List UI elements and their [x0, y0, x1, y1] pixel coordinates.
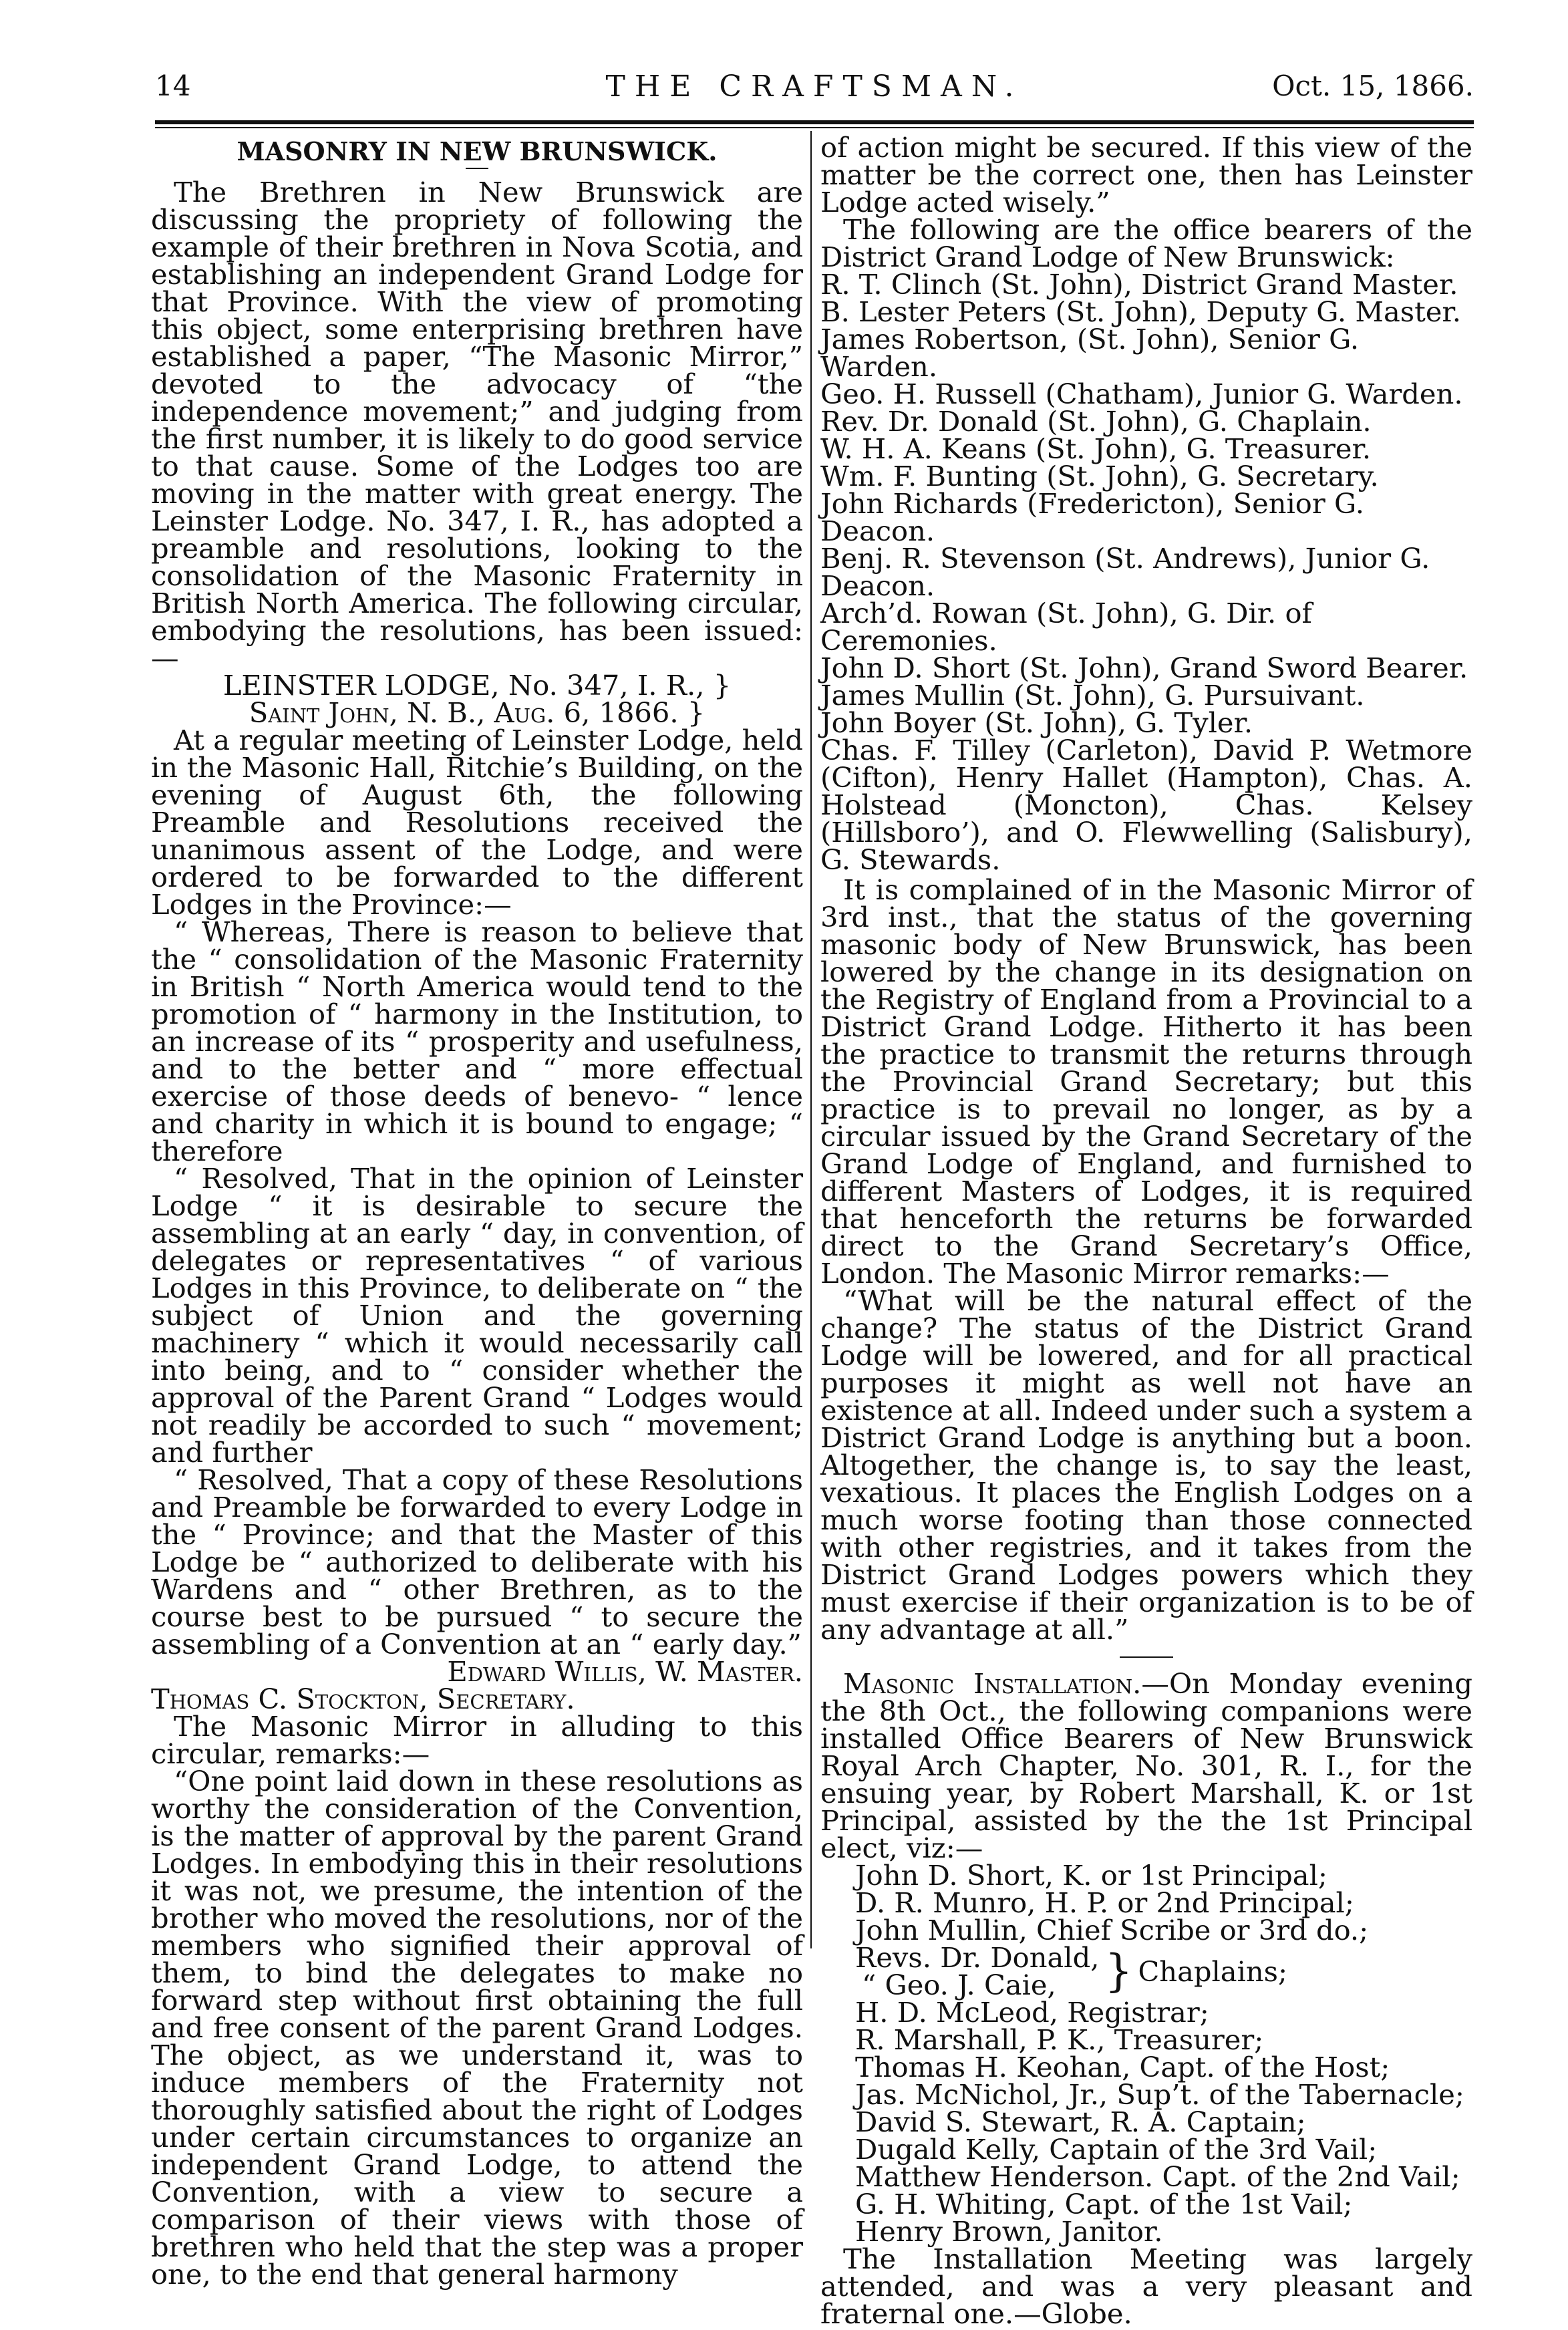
office-bearer-line: Wm. F. Bunting (St. John), G. Secretary. [820, 460, 1379, 492]
circular-dateline-2: Saint John, N. B., Aug. 6, 1866. } [249, 696, 705, 729]
chaplains-group [820, 1941, 1472, 2001]
chaplain-2: “ Geo. J. Caie, [862, 1969, 1056, 2001]
installation-text: —On Monday evening the 8th Oct., the following companions were installed Office Bearers of New Brunswick Royal Arch Chapter, No. 301, R. I., for the ensuing year, by Robert Marshall, K. or 1st Principal, assisted by the the 1st Principal elect, viz:— [820, 1667, 1472, 1864]
office-bearer-line: James Mullin (St. John), G. Pursuivant. [820, 679, 1365, 712]
stewards-paragraph: Chas. F. Tilley (Carleton), David P. Wetmore (Cifton), Henry Hallet (Hampton), Chas. A. Holstead (Moncton), Chas. Kelsey (Hillsboro’), and O. Flewwelling (Salisbury), G. Stewards. [820, 734, 1472, 876]
installed-officer-line: Matthew Henderson. Capt. of the 2nd Vail; [855, 2160, 1460, 2193]
office-bearer-line: John D. Short (St. John), Grand Sword Bearer. [820, 651, 1468, 684]
office-bearers-intro: The following are the office bearers of the District Grand Lodge of New Brunswick: [820, 213, 1472, 273]
resolved-paragraph-1: “ Resolved, That in the opinion of Leinster Lodge “ it is desirable to secure the assembling at an early “ day, in convention, of delegates or representatives “ of various Lodges in this Province, to deliberate on “ the subject of Union and the governing machinery “ which it would necessarily call into being, and to “ consider whether the approval of the Parent Grand “ Lodges would not readily be accorded to such “ movement; and further [151, 1162, 803, 1469]
installation-paragraph [820, 1667, 1472, 1864]
publication-title: THE CRAFTSMAN. [605, 69, 1024, 104]
heading-rule [466, 168, 488, 169]
header-rule-thick [155, 120, 1474, 124]
installed-officer-line: Thomas H. Keohan, Capt. of the Host; [855, 2051, 1390, 2083]
continuation-paragraph: of action might be secured. If this view of the matter be the correct one, then has Leinster Lodge acted wisely.” [820, 131, 1472, 219]
article-heading: MASONRY IN NEW BRUNSWICK. [237, 136, 718, 166]
closing-paragraph: The Installation Meeting was largely attended, and was a very pleasant and fraternal one.—Globe. [820, 2242, 1472, 2330]
installed-officer-line: D. R. Munro, H. P. or 2nd Principal; [855, 1886, 1354, 1919]
office-bearer-line: Geo. H. Russell (Chatham), Junior G. Warden. [820, 378, 1463, 410]
office-bearer-line: John Richards (Fredericton), Senior G. Deacon. [820, 487, 1364, 547]
installed-officer-line: John Mullin, Chief Scribe or 3rd do.; [855, 1914, 1369, 1946]
office-bearer-line: Arch’d. Rowan (St. John), G. Dir. of Ceremonies. [820, 597, 1312, 657]
page-number: 14 [155, 69, 191, 102]
whereas-paragraph: “ Whereas, There is reason to believe that the “ consolidation of the Masonic Fraternity in British “ North America would tend to the promotion of “ harmony in the Institution, to an increase of its “ prosperity and usefulness, and to the better and “ more effectual exercise of those deeds of benevo- “ lence and charity in which it is bound to engage; “ therefore [151, 915, 803, 1167]
section-rule [1120, 1656, 1173, 1658]
resolved-paragraph-2: “ Resolved, That a copy of these Resolutions and Preamble be forwarded to every Lodge in the “ Province; and that the Master of this Lodge be “ authorized to deliberate with his Wardens and “ other Brethren, as to the course best to be pursued “ to secure the assembling of a Convention at an “ early day.” [151, 1463, 803, 1660]
office-bearer-line: John Boyer (St. John), G. Tyler. [820, 706, 1253, 739]
signature-secretary: Thomas C. Stockton, Secretary. [151, 1683, 575, 1715]
installed-officer-line: Jas. McNichol, Jr., Sup’t. of the Tabernacle; [855, 2078, 1464, 2111]
meeting-paragraph: At a regular meeting of Leinster Lodge, held in the Masonic Hall, Ritchie’s Building, on the evening of August 6th, the following Preamble and Resolutions received the unanimous assent of the Lodge, and were ordered to be forwarded to the different Lodges in the Province:— [151, 724, 803, 921]
column-divider [810, 131, 812, 1948]
chaplain-1: Revs. Dr. Donald, [855, 1941, 1100, 1974]
right-column [820, 131, 1472, 2330]
mirror-quote: “One point laid down in these resolutions as worthy the consideration of the Convention, is the matter of approval by the parent Grand Lodges. In embodying this in their resolutions it was not, we presume, the intention of the brother who moved the resolutions, nor of the members who signified their approval of them, to bind the delegates to make no forward step without first obtaining the full and free consent of the parent Grand Lodges. The object, as we understand it, was to induce members of the Fraternity not thoroughly satisfied about the right of Lodges under certain circumstances to organize an independent Grand Lodge, to attend the Convention, with a view to secure a comparison of their views with those of brethren who held that the step was a proper one, to the end that general harmony [151, 1765, 803, 2291]
office-bearers-list [820, 268, 1472, 739]
intro-paragraph: The Brethren in New Brunswick are discussing the propriety of following the example of their brethren in Nova Scotia, and establishing an independent Grand Lodge for that Province. With the view of promoting this object, some enterprising brethren have established a paper, “The Masonic Mirror,” devoted to the advocacy of “the independence movement;” and judging from the first number, it is likely to do good service to that cause. Some of the Lodges too are moving in the matter with great energy. The Leinster Lodge. No. 347, I. R., has adopted a preamble and resolutions, looking to the consolidation of the Masonic Fraternity in British North America. The following circular, embodying the resolutions, has been issued:— [151, 176, 803, 674]
issue-date: Oct. 15, 1866. [1272, 69, 1474, 102]
installed-officer-line: G. H. Whiting, Capt. of the 1st Vail; [855, 2188, 1353, 2220]
installed-officer-line: David S. Stewart, R. A. Captain; [855, 2105, 1306, 2138]
office-bearer-line: B. Lester Peters (St. John), Deputy G. Master. [820, 295, 1461, 328]
circular-dateline-1: LEINSTER LODGE, No. 347, I. R., } [222, 669, 732, 702]
header-rule-thin [155, 127, 1474, 128]
change-quote: “What will be the natural effect of the change? The status of the District Grand Lodge will be lowered, and for all practical purposes it might as well not have an existence at all. Indeed under such a system a District Grand Lodge is anything but a boon. Altogether, the change is, to say the least, vexatious. It places the English Lodges on a much worse footing than those connected with other registries, and it takes from the District Grand Lodges powers which they must exercise if their organization is to be of any advantage at all.” [820, 1284, 1472, 1646]
installed-list-2 [820, 1996, 1472, 2248]
office-bearer-line: W. H. A. Keans (St. John), G. Treasurer. [820, 432, 1372, 465]
office-bearer-line: James Robertson, (St. John), Senior G. Warden. [820, 323, 1360, 383]
installed-officer-line: Henry Brown, Janitor. [855, 2215, 1163, 2248]
signature-master: Edward Willis, W. Master. [447, 1655, 803, 1688]
complaint-paragraph: It is complained of in the Masonic Mirror of 3rd inst., that the status of the governing masonic body of New Brunswick, has been lowered by the change in its designation on the Registry of England from a Provincial to a District Grand Lodge. Hitherto it has been the practice to transmit the returns through the Provincial Grand Secretary; but this practice is to prevail no longer, as by a circular issued by the Grand Secretary of the Grand Lodge of England, and furnished to different Masters of Lodges, it is required that henceforth the returns be forwarded direct to the Grand Secretary’s Office, London. The Masonic Mirror remarks:— [820, 873, 1472, 1290]
installation-lead: Masonic Installation. [843, 1667, 1142, 1700]
installed-list-1 [820, 1859, 1472, 1946]
left-column [151, 134, 803, 2291]
office-bearer-line: Benj. R. Stevenson (St. Andrews), Junior G. Deacon. [820, 542, 1430, 602]
office-bearer-line: R. T. Clinch (St. John), District Grand Master. [820, 268, 1458, 301]
chaplains-brace: } [1104, 1945, 1133, 1997]
installed-officer-line: John D. Short, K. or 1st Principal; [855, 1859, 1327, 1892]
chaplains-label: Chaplains; [1138, 1954, 1288, 1988]
mirror-intro: The Masonic Mirror in alluding to this circular, remarks:— [151, 1710, 803, 1770]
masthead [155, 69, 1474, 110]
installed-officer-line: Dugald Kelly, Captain of the 3rd Vail; [855, 2133, 1378, 2166]
installed-officer-line: R. Marshall, P. K., Treasurer; [855, 2023, 1264, 2056]
installed-officer-line: H. D. McLeod, Registrar; [855, 1996, 1209, 2029]
office-bearer-line: Rev. Dr. Donald (St. John), G. Chaplain. [820, 405, 1372, 438]
